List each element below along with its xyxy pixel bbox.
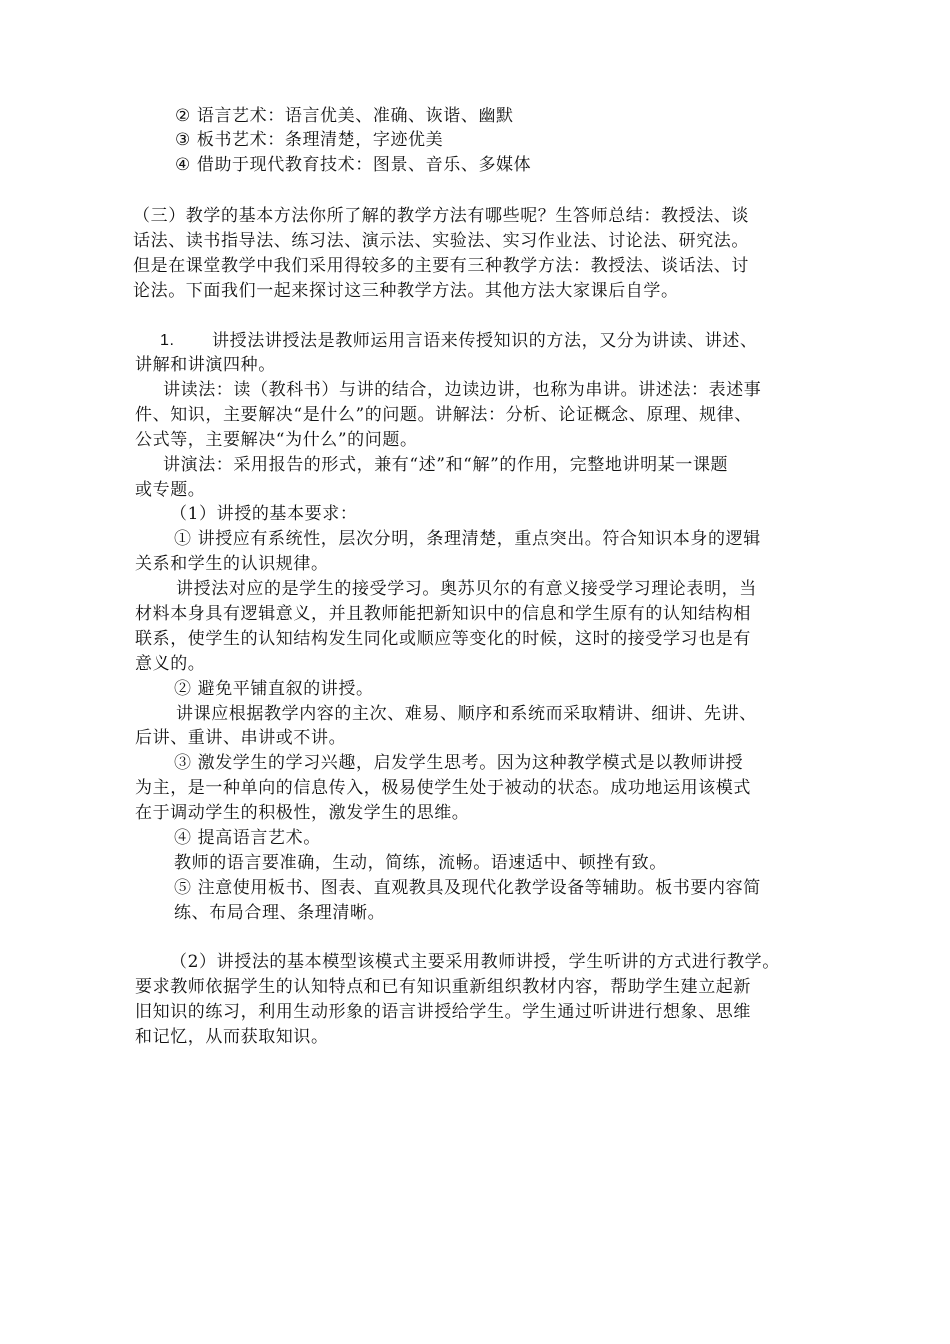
requirement-2: ② 避免平铺直叙的讲授。	[174, 679, 374, 699]
requirement-4-text: 教师的语言要准确，生动，简练，流畅。语速适中、顿挫有致。	[174, 853, 667, 873]
item-marker: ③	[175, 130, 191, 150]
ausubel-line: 联系，使学生的认知结构发生同化或顺应等变化的时候，这时的接受学习也是有	[135, 629, 751, 649]
ausubel-line: 意义的。	[135, 654, 206, 674]
requirement-1-line: 关系和学生的认识规律。	[135, 554, 329, 574]
model-line: （2）讲授法的基本模型该模式主要采用教师讲授，学生听讲的方式进行教学。	[170, 952, 780, 972]
requirement-5-line: ⑤ 注意使用板书、图表、直观教具及现代化教学设备等辅助。板书要内容简	[174, 878, 761, 898]
requirement-3-line: 为主，是一种单向的信息传入，极易使学生处于被动的状态。成功地运用该模式	[135, 778, 751, 798]
requirement-3-line: ③ 激发学生的学习兴趣，启发学生思考。因为这种教学模式是以教师讲授	[174, 753, 744, 773]
lecture-heading-line: 讲解和讲演四种。	[135, 355, 276, 375]
item-text: 板书艺术：条理清楚，字迹优美	[196, 130, 444, 150]
item-marker: ④	[175, 155, 191, 175]
ausubel-line: 讲授法对应的是学生的接受学习。奥苏贝尔的有意义接受学习理论表明，当	[176, 579, 757, 599]
definition-line: 公式等，主要解决“为什么”的问题。	[135, 430, 418, 450]
lecture-heading-number: 1.	[160, 332, 175, 349]
requirement-5-line: 练、布局合理、条理清晰。	[174, 903, 386, 923]
lecture-heading-line: 讲授法讲授法是教师运用言语来传授知识的方法，又分为讲读、讲述、	[212, 331, 758, 351]
definition-line: 或专题。	[135, 480, 206, 500]
ausubel-line: 材料本身具有逻辑意义，并且教师能把新知识中的信息和学生原有的认知结构相	[135, 604, 751, 624]
item-text: 借助于现代教育技术：图景、音乐、多媒体	[196, 155, 532, 175]
section3-line: 论法。下面我们一起来探讨这三种教学方法。其他方法大家课后自学。	[133, 281, 679, 301]
section3-line: 但是在课堂教学中我们采用得较多的主要有三种教学方法：教授法、谈话法、讨	[133, 256, 749, 276]
requirement-2-line: 讲课应根据教学内容的主次、难易、顺序和系统而采取精讲、细讲、先讲、	[176, 704, 757, 724]
definition-line: 讲演法：采用报告的形式，兼有“述”和“解”的作用，完整地讲明某一课题	[163, 455, 729, 475]
model-line: 要求教师依据学生的认知特点和已有知识重新组织教材内容，帮助学生建立起新	[135, 977, 751, 997]
requirements-title: （1）讲授的基本要求：	[170, 504, 358, 524]
intro-item-3	[175, 128, 443, 152]
definition-line: 讲读法：读（教科书）与讲的结合，边读边讲，也称为串讲。讲述法：表述事	[163, 380, 762, 400]
section3-line: （三）教学的基本方法你所了解的教学方法有哪些呢？生答师总结：教授法、谈	[133, 206, 749, 226]
section3-line: 话法、读书指导法、练习法、演示法、实验法、实习作业法、讨论法、研究法。	[133, 231, 749, 251]
item-marker: ②	[175, 106, 191, 126]
requirement-2-line: 后讲、重讲、串讲或不讲。	[135, 728, 347, 748]
requirement-4: ④ 提高语言艺术。	[174, 828, 321, 848]
requirement-1-line: ① 讲授应有系统性，层次分明，条理清楚，重点突出。符合知识本身的逻辑	[174, 529, 761, 549]
intro-item-4	[175, 153, 531, 177]
model-line: 和记忆，从而获取知识。	[135, 1027, 329, 1047]
requirement-3-line: 在于调动学生的积极性，激发学生的思维。	[135, 803, 470, 823]
item-text: 语言艺术：语言优美、准确、诙谐、幽默	[196, 106, 514, 126]
intro-item-2	[175, 104, 514, 128]
definition-line: 件、知识，主要解决“是什么”的问题。讲解法：分析、论证概念、原理、规律、	[135, 405, 752, 425]
model-line: 旧知识的练习，利用生动形象的语言讲授给学生。学生通过听讲进行想象、思维	[135, 1002, 751, 1022]
